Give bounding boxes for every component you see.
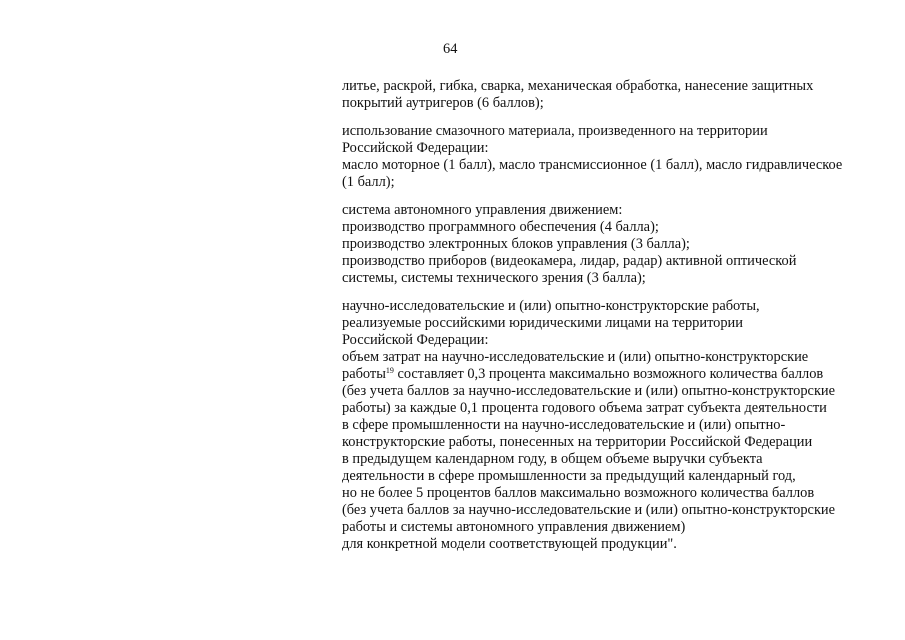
- paragraph-autonomous-control: [342, 202, 882, 287]
- paragraph-lubricants: [342, 123, 882, 191]
- text-line: Российской Федерации:: [342, 332, 489, 348]
- text-line: объем затрат на научно-исследовательские и (или) опытно-конструкторские: [342, 349, 809, 365]
- text-fragment: составляет 0,3 процента максимально возможного количества баллов: [393, 366, 824, 382]
- text-line: (без учета баллов за научно-исследовательские и (или) опытно-конструкторские: [342, 383, 836, 399]
- text-line: (без учета баллов за научно-исследовательские и (или) опытно-конструкторские: [342, 502, 836, 518]
- text-line: производство приборов (видеокамера, лидар, радар) активной оптической: [342, 253, 797, 269]
- text-line: в предыдущем календарном году, в общем объеме выручки субъекта: [342, 451, 763, 467]
- text-line: реализуемые российскими юридическими лицами на территории: [342, 315, 743, 331]
- text-line: но не более 5 процентов баллов максимально возможного количества баллов: [342, 485, 815, 501]
- paragraph-outrigger-operations: [342, 78, 882, 112]
- text-line-with-footnote: [342, 366, 882, 383]
- text-line: (1 балл);: [342, 174, 395, 190]
- text-line: литье, раскрой, гибка, сварка, механическая обработка, нанесение защитных: [342, 78, 814, 94]
- text-line: в сфере промышленности на научно-исследовательские и (или) опытно-: [342, 417, 786, 433]
- text-line: для конкретной модели соответствующей продукции".: [342, 536, 677, 552]
- text-line: производство программного обеспечения (4 балла);: [342, 219, 659, 235]
- text-line: системы, системы технического зрения (3 балла);: [342, 270, 646, 286]
- document-body: [342, 78, 882, 553]
- text-line: деятельности в сфере промышленности за предыдущий календарный год,: [342, 468, 796, 484]
- text-line: покрытий аутригеров (6 баллов);: [342, 95, 544, 111]
- footnote-reference: 19: [385, 366, 394, 375]
- text-fragment: работы: [342, 366, 386, 382]
- text-line: научно-исследовательские и (или) опытно-конструкторские работы,: [342, 298, 760, 314]
- text-line: конструкторские работы, понесенных на территории Российской Федерации: [342, 434, 813, 450]
- text-line: система автономного управления движением:: [342, 202, 623, 218]
- text-line: производство электронных блоков управления (3 балла);: [342, 236, 690, 252]
- text-line: масло моторное (1 балл), масло трансмиссионное (1 балл), масло гидравлическое: [342, 157, 843, 173]
- page-number: 64: [443, 41, 458, 57]
- paragraph-research-development: [342, 298, 882, 553]
- text-line: работы и системы автономного управления движением): [342, 519, 686, 535]
- text-line: Российской Федерации:: [342, 140, 489, 156]
- text-line: использование смазочного материала, произведенного на территории: [342, 123, 768, 139]
- text-line: работы) за каждые 0,1 процента годового объема затрат субъекта деятельности: [342, 400, 827, 416]
